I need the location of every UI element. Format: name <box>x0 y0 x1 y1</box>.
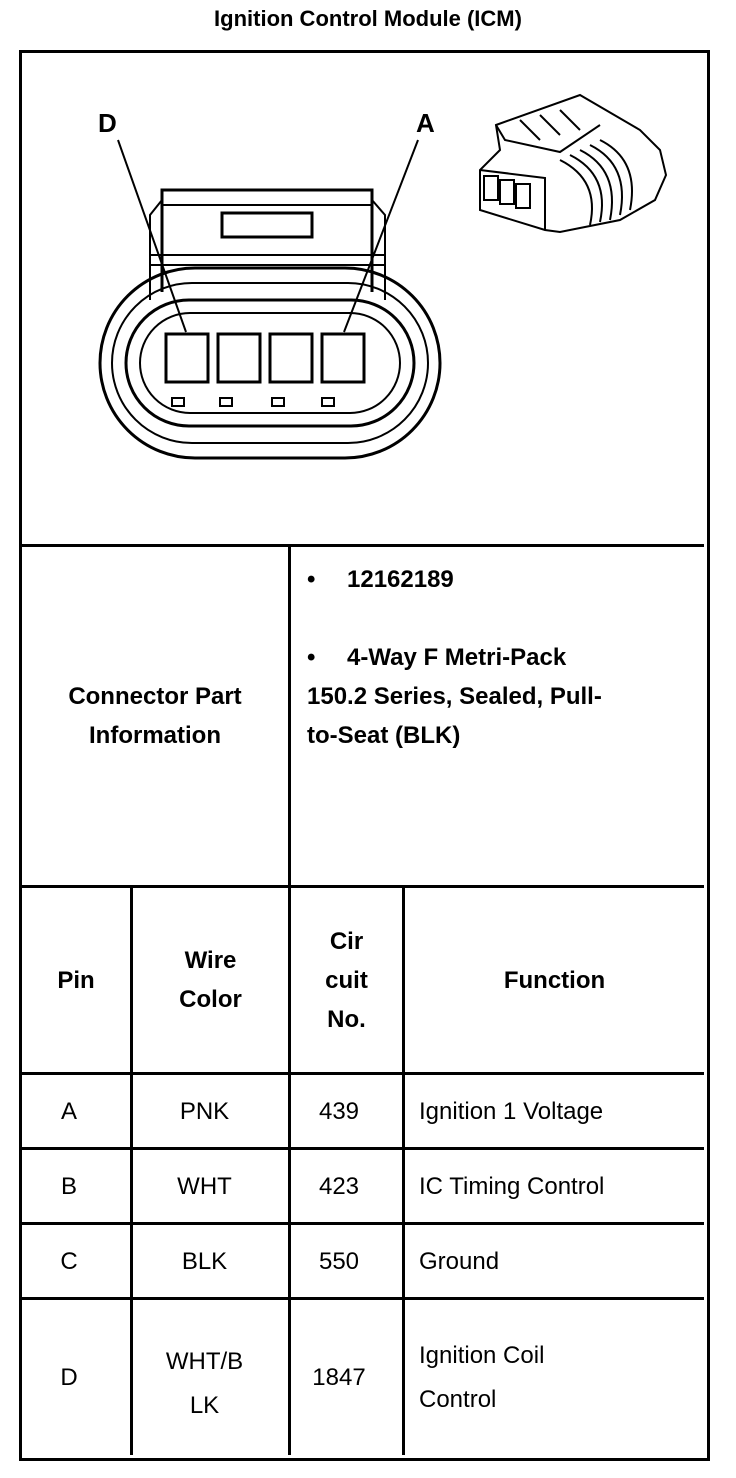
table-row-function: IC Timing Control <box>419 1172 605 1200</box>
header-wire-color: Wire Color <box>179 947 242 1013</box>
page-title: Ignition Control Module (ICM) <box>214 6 522 31</box>
table-row-color: PNK <box>179 1097 230 1125</box>
table-row-color: BLK <box>181 1247 228 1275</box>
pin-label-a: A <box>416 108 435 138</box>
connector-diagram <box>22 53 704 544</box>
part-description: 4-Way F Metri-Pack 150.2 Series, Sealed, Pull-to-Seat (BLK) <box>307 644 602 749</box>
connector-info-label: Connector Part Information <box>68 683 242 749</box>
connector-3d-illustration <box>480 95 666 232</box>
table-row-color: WHT/B LK <box>165 1347 244 1419</box>
part-number: 12162189 <box>347 566 454 593</box>
table-row-function: Ignition Coil Control <box>419 1342 545 1413</box>
table-row-pin: C <box>60 1247 78 1275</box>
table-row-circuit: 423 <box>318 1172 360 1200</box>
table-row-function: Ground <box>419 1247 500 1275</box>
header-circuit-no: Cir cuit No. <box>325 927 368 1033</box>
table-row-pin: A <box>60 1097 77 1125</box>
table-row-pin: D <box>60 1364 78 1391</box>
connector-part-details: • 12162189 • 4-Way F Metri-Pack 150.2 Series, Sealed, Pull-to-Seat (BLK) <box>307 566 602 749</box>
table-row-pin: B <box>60 1172 77 1200</box>
table-row-color: WHT <box>177 1172 232 1200</box>
table-row-circuit: 550 <box>318 1247 360 1275</box>
header-function: Function <box>503 966 606 994</box>
table-row-circuit: 1847 <box>312 1364 366 1391</box>
header-pin: Pin <box>57 966 95 994</box>
table-row-function: Ignition 1 Voltage <box>419 1097 604 1125</box>
pin-label-d: D <box>98 108 117 138</box>
table-row-circuit: 439 <box>318 1097 360 1125</box>
